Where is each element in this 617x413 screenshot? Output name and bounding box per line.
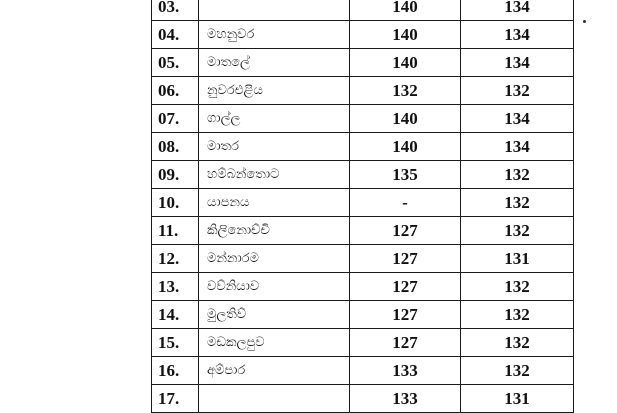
value-column-a: 127 (350, 301, 461, 329)
row-number: 08. (152, 133, 199, 161)
table-row (152, 21, 574, 49)
row-number: 15. (152, 329, 199, 357)
value-column-b: 132 (461, 161, 574, 189)
speck-mark (583, 20, 586, 23)
value-column-b: 132 (461, 77, 574, 105)
value-column-b: 131 (461, 245, 574, 273)
district-name: හම්බන්තොට (199, 161, 350, 189)
district-name: යාපනය (199, 189, 350, 217)
table-row (152, 301, 574, 329)
row-number: 16. (152, 357, 199, 385)
value-column-b: 132 (461, 357, 574, 385)
district-name (199, 385, 350, 413)
district-name: කිලිනොච්චි (199, 217, 350, 245)
row-number: 17. (152, 385, 199, 413)
table-row (152, 245, 574, 273)
table-row (152, 49, 574, 77)
table-row (152, 217, 574, 245)
district-name: මුලතිව් (199, 301, 350, 329)
value-column-a: 127 (350, 217, 461, 245)
value-column-b: 132 (461, 273, 574, 301)
table-row (152, 105, 574, 133)
value-column-a: 133 (350, 385, 461, 413)
row-number: 05. (152, 49, 199, 77)
row-number: 06. (152, 77, 199, 105)
row-number: 13. (152, 273, 199, 301)
district-name: අම්පාර (199, 357, 350, 385)
value-column-a: 135 (350, 161, 461, 189)
value-column-b: 134 (461, 49, 574, 77)
value-column-b: 132 (461, 301, 574, 329)
table-row (152, 385, 574, 413)
district-name (199, 0, 350, 21)
value-column-b: 132 (461, 189, 574, 217)
row-number: 07. (152, 105, 199, 133)
district-price-table (151, 0, 574, 413)
value-column-a: 127 (350, 273, 461, 301)
table-row (152, 77, 574, 105)
table-row (152, 273, 574, 301)
district-name: මහනුවර (199, 21, 350, 49)
value-column-b: 134 (461, 133, 574, 161)
value-column-b: 131 (461, 385, 574, 413)
value-column-a: 133 (350, 357, 461, 385)
row-number: 12. (152, 245, 199, 273)
row-number: 09. (152, 161, 199, 189)
value-column-b: 134 (461, 0, 574, 21)
district-name: මන්නාරම (199, 245, 350, 273)
table-row (152, 161, 574, 189)
value-column-b: 134 (461, 105, 574, 133)
value-column-a: 140 (350, 133, 461, 161)
district-name: මාතර (199, 133, 350, 161)
value-column-a: 127 (350, 245, 461, 273)
value-column-a: 140 (350, 105, 461, 133)
value-column-a: 140 (350, 49, 461, 77)
value-column-a: 140 (350, 0, 461, 21)
row-number: 14. (152, 301, 199, 329)
table-row (152, 357, 574, 385)
value-column-b: 134 (461, 21, 574, 49)
district-name: මඩකලපුව (199, 329, 350, 357)
row-number: 11. (152, 217, 199, 245)
district-name: මාතලේ (199, 49, 350, 77)
value-column-a: - (350, 189, 461, 217)
table-body (152, 0, 574, 413)
value-column-a: 132 (350, 77, 461, 105)
table-row (152, 0, 574, 21)
value-column-b: 132 (461, 329, 574, 357)
price-table-container (151, 0, 561, 413)
row-number: 04. (152, 21, 199, 49)
value-column-a: 140 (350, 21, 461, 49)
table-row (152, 133, 574, 161)
table-row (152, 329, 574, 357)
row-number: 03. (152, 0, 199, 21)
row-number: 10. (152, 189, 199, 217)
district-name: නුවරඑළිය (199, 77, 350, 105)
district-name: ගාල්ල (199, 105, 350, 133)
district-name: වව්නියාව (199, 273, 350, 301)
value-column-a: 127 (350, 329, 461, 357)
table-row (152, 189, 574, 217)
value-column-b: 132 (461, 217, 574, 245)
